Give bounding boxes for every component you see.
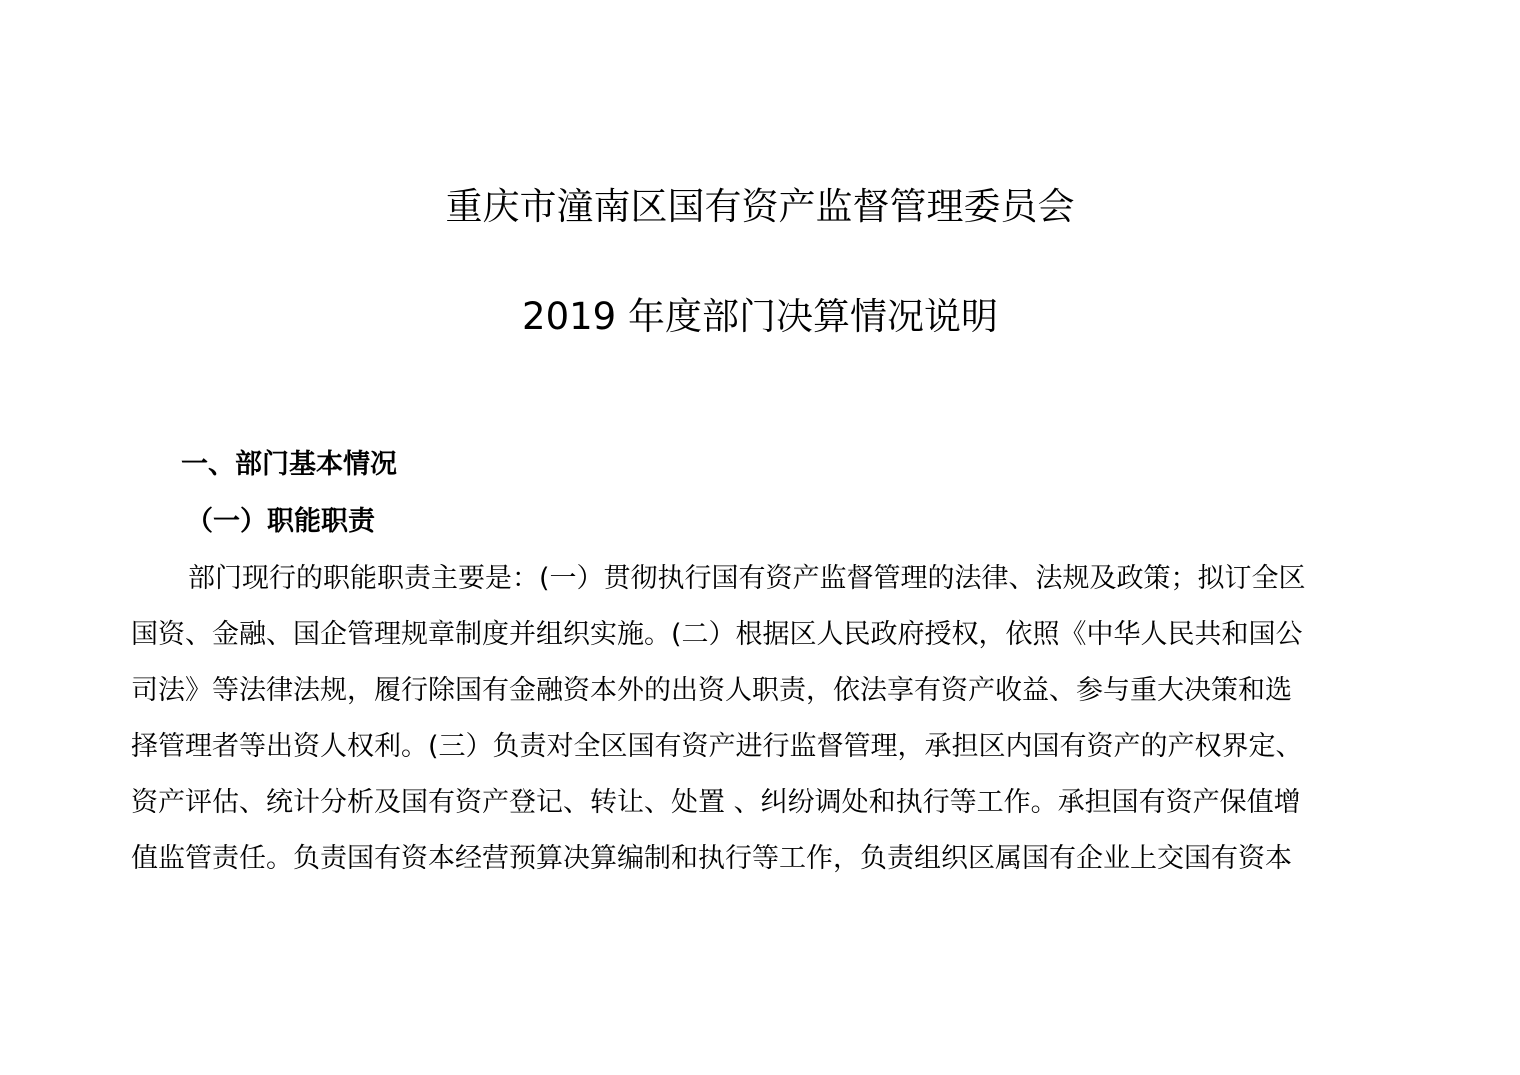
body-line-6: 值监管责任。负责国有资本经营预算决算编制和执行等工作，负责组织区属国有企业上交国有资本 bbox=[131, 843, 1292, 874]
body-line-1: 部门现行的职能职责主要是：(一）贯彻执行国有资产监督管理的法律、法规及政策；拟订全区 bbox=[188, 563, 1306, 594]
subsection-heading: （一）职能职责 bbox=[186, 506, 375, 537]
document-title-line-2: 2019 年度部门决算情况说明 bbox=[522, 295, 998, 338]
document-title-line-1: 重庆市潼南区国有资产监督管理委员会 bbox=[445, 185, 1075, 228]
section-heading: 一、部门基本情况 bbox=[181, 449, 397, 480]
body-line-3: 司法》等法律法规，履行除国有金融资本外的出资人职责，依法享有资产收益、参与重大决策和选 bbox=[131, 675, 1292, 706]
body-line-5: 资产评估、统计分析及国有资产登记、转让、处置 、纠纷调处和执行等工作。承担国有资产保值增 bbox=[131, 787, 1301, 818]
body-line-2: 国资、金融、国企管理规章制度并组织实施。(二）根据区人民政府授权，依照《中华人民共和国公 bbox=[131, 619, 1303, 650]
body-line-4: 择管理者等出资人权利。(三）负责对全区国有资产进行监督管理，承担区内国有资产的产权界定、 bbox=[131, 731, 1303, 762]
